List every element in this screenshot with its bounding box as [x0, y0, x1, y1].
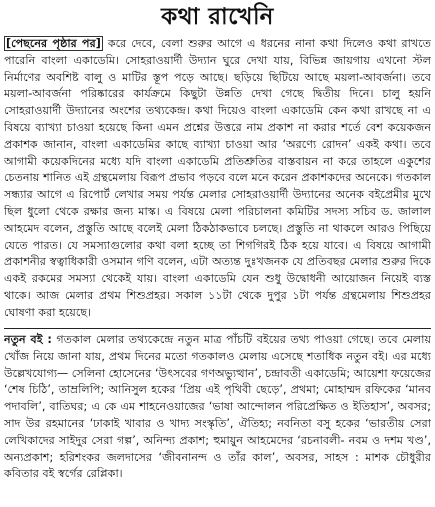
article-paragraph-new-books: [4, 332, 431, 498]
article-body-new-books: গতকাল মেলার তথ্যকেন্দ্রে নতুন মাত্র পাঁচটি বইয়ের তথ্য পাওয়া গেছে। তবে মেলায় খোঁজ নিয়ে জানা যায়, প্রথম দিনের মতো গতকালও মেলায় এসেছে শতাধিক নতুন বই। এর মধ্যে উল্লেখযোগ্য— সেলিনা হোসেনের ‘উৎসবের গণঅভ্যুত্থান’, চন্দ্রাবতী একাডেমি; আয়েশা ফয়েজের ‘শেষ চিঠি’, তাম্রলিপি; আনিসুল হকের ‘প্রিয় এই পৃথিবী ছেড়ে’, প্রথমা; মোহাম্মদ রফিকের ‘মানব পদাবলি’, বাতিঘর; এ কে এম শাহনেওয়াজের ‘ভাষা আন্দোলন পরিপ্রেক্ষিত ও ইতিহাস’, অবসর; সাদ উর রহমানের ‘ঢাকাই খাবার ও খাদ্য সংস্কৃতি’, ঐতিহ্য; নবনিতা বসু হকের ‘ভারতীয় সেরা লেখিকাদের সাইদুর সেরা গল্প’, অনিন্দ্য প্রকাশ; হুমায়ুন আহমেদের ‘রচনাবলী- নবম ও দশম খণ্ড’, অন্যপ্রকাশ; হরিশংকর জলদাসের ‘জীবনানন্দ ও তাঁর কাল’, অবসর, সাহস : মাশক চৌধুরীর কবিতার বই স্বর্গের রেপ্লিকা।: [4, 333, 431, 481]
new-books-subheading: নতুন বই :: [4, 333, 52, 346]
article-body-main: করে দেবে, বেলা শুরুর আগে এ ধরনের নানা কথা দিলেও কথা রাখতে পারেনি বাংলা একাডেমি। সোহরাওয়ার্দী উদ্যান ঘুরে দেখা যায়, বিভিন্ন জায়গায় এখনো স্টল নির্মাণের অবশিষ্ট বালু ও মাটির স্তূপ পড়ে আছে। ছড়িয়ে ছিটিয়ে আছে ময়লা-আবর্জনা। তবে ময়লা-আবর্জনা পরিষ্কারের কার্যক্রমে কিছুটা উন্নতি দেখা গেছে দ্বিতীয় দিনে। চালু হয়নি সোহরাওয়ার্দী উদ্যানের অংশের তথ্যকেন্দ্র। কথা দিয়েও বাংলা একাডেমি কেন কথা রাখছে না এ বিষয়ে ব্যাখ্যা চাওয়া হয়েছে কিনা এমন প্রশ্নের উত্তরে নাম প্রকাশ না করার শর্তে বেশ কয়েকজন প্রকাশক জানান, বাংলা একাডেমির কাছে ব্যাখ্যা চাওয়া আর ‘অরণ্যে রোদন’ একই কথা। তবে আগামী কয়েকদিনের মধ্যে যদি বাংলা একাডেমি প্রতিশ্রুতির বাস্তবায়ন না করে তাহলে একুশের চেতনায় শানিত এই গ্রন্থমেলায় বিরূপ প্রভাব পড়বে বলে মনে করেন প্রকাশকদের অনেকে। গতকাল সন্ধ্যার আগে এ রিপোর্ট লেখার সময় পর্যন্ত মেলার সোহরাওয়ার্দী উদ্যানের অনেক বইপ্রেমীর মুখে ছিল ধুলো থেকে রক্ষার জন্য মাস্ক। এ বিষয়ে মেলা পরিচালনা কমিটির সদস্য সচিব ড. জালাল আহমেদ বলেন, প্রস্তুতি আছে বলেই মেলা ঠিকঠাকভাবে চলছে। প্রস্তুতি না থাকলে আরও পিছিয়ে যেতে পারত। যে সমস্যাগুলোর কথা বলা হচ্ছে তা শিগগিরই ঠিক হয়ে যাবে। এ বিষয়ে আগামী প্রকাশনীর স্বত্বাধিকারী ওসমান গণি বলেন, এটা অত্যন্ত দুঃখজনক যে প্রতিবছর মেলার শুরুর দিকে একই রকমের সমস্যা থেকেই যায়। বাংলা একাডেমি যেন শুধু উদ্বোধনী আয়োজন নিয়েই ব্যস্ত থাকে। আজ মেলার প্রথম শিশুপ্রহর। সকাল ১১টা থেকে দুপুর ১টা পর্যন্ত গ্রন্থমেলায় শিশুপ্রহর ঘোষণা করা হয়েছে।: [4, 37, 431, 319]
section-divider: [4, 328, 431, 329]
headline: কথা রাখেনি: [161, 4, 274, 30]
continued-from-back-page-tag: [পেছনের পৃষ্ঠার পর]: [6, 37, 101, 50]
article-paragraph-main: [4, 36, 431, 324]
